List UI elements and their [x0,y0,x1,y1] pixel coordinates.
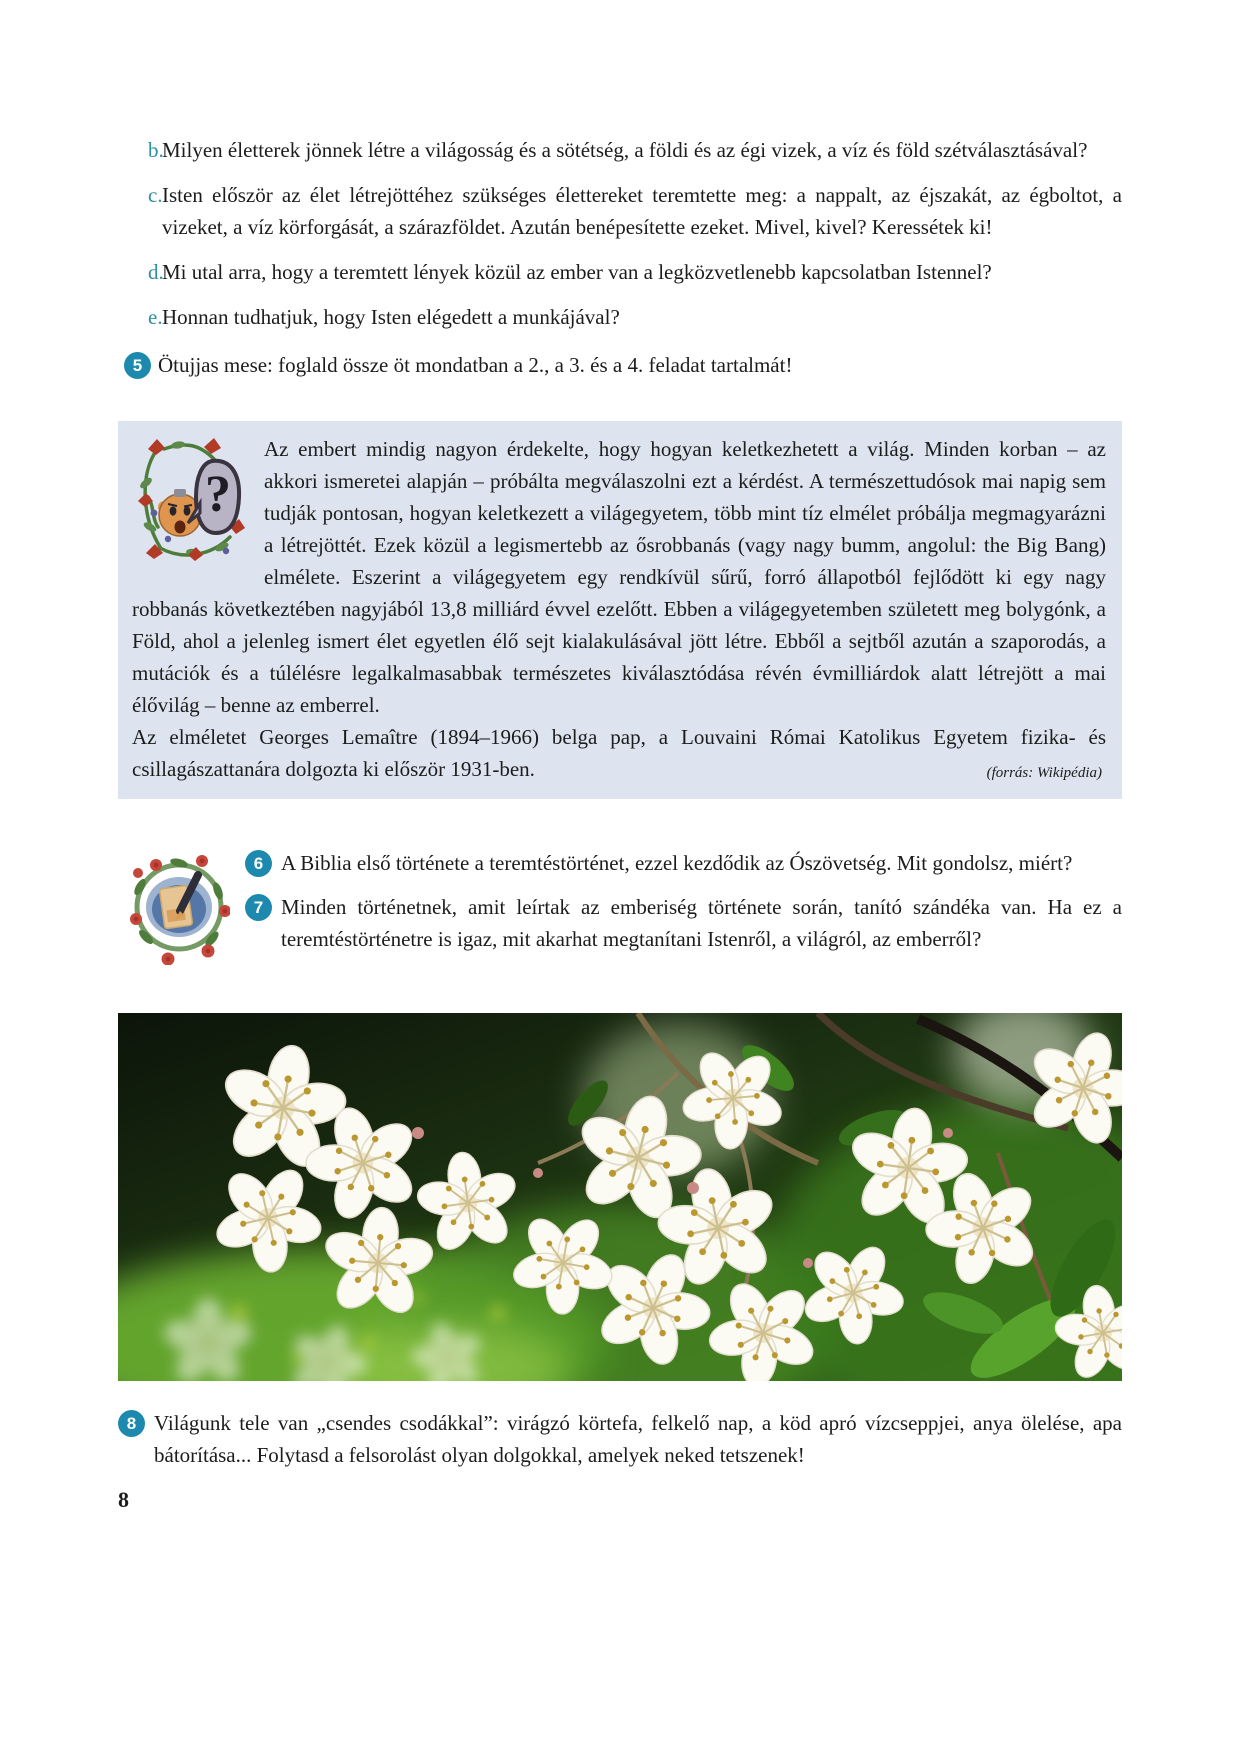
infobox-source: (forrás: Wikipédia) [986,765,1102,781]
question-character-icon [134,435,246,561]
blossom-photo [118,1013,1122,1381]
task-text: Ötujjas mese: foglald össze öt mondatban a 2., a 3. és a 4. feladat tartalmát! [158,353,793,377]
question-item-c [118,179,1122,243]
question-item-b [118,134,1122,166]
task-5 [118,349,1122,381]
question-item-d [118,256,1122,288]
tasks-6-7-items [245,847,1122,955]
writing-paper-pen-icon [128,849,230,965]
infobox-paragraph-2: Az elméletet Georges Lemaître (1894–1966) belga pap, a Louvaini Római Katolikus Egyetem fizika- és csillagászattanára dolgozta ki először 1931-ben. [132,725,1106,781]
question-text: Milyen életterek jönnek létre a világosság és a sötétség, a földi és az égi vizek, a víz és föld szétválasztásával? [162,138,1088,162]
tasks-6-7-section [118,847,1122,993]
task-7 [245,891,1122,955]
infobox [118,421,1122,799]
question-text: Isten először az élet létrejöttéhez szükséges élettereket teremtette meg: a nappalt, az éjszakát, az égboltot, a vizeket, a víz körforgását, a szárazföldet. Azután benépesítette ezeket. Mivel, kivel? Keressétek ki! [162,183,1122,239]
task-number-badge: 5 [124,352,151,379]
task-text: A Biblia első története a teremtéstörténet, ezzel kezdődik az Ószövetség. Mit gondolsz, miért? [281,851,1073,875]
question-letter: e. [148,305,163,329]
page-content [118,134,1122,1513]
question-item-e [118,301,1122,333]
svg-text:?: ? [205,466,231,523]
task-text: Világunk tele van „csendes csodákkal”: virágzó körtefa, felkelő nap, a köd apró vízcseppjei, anya ölelése, apa bátorítása... Folytasd a felsorolást olyan dolgokkal, amelyek neked tetszenek! [154,1411,1122,1467]
task-text: Minden történetnek, amit leírtak az emberiség története során, tanító szándéka van. Ha ez a teremtéstörténetre is igaz, mit akarhat megtanítani Istenről, a világról, az emberről? [281,895,1122,951]
infobox-paragraph-1: Az embert mindig nagyon érdekelte, hogy hogyan keletkezhetett a világ. Minden korban – az akkori ismeretei alapján – próbálta megválaszolni ezt a kérdést. A természettudósok mai napig sem tudják pontosan, hogyan keletkezett a világegyetem, több mint tíz elmélet próbálja megmagyarázni a létrejöttét. Ezek közül a legismertebb az ősrobbanás (vagy nagy bumm, angolul: the Big Bang) elmélete. Eszerint a világegyetem egy rendkívül sűrű, forró állapotból fejlődött ki egy nagy robbanás következtében nagyjából 13,8 milliárd évvel ezelőtt. Ebben a világegyetemben született meg bolygónk, a Föld, ahol a jelenleg ismert élet egyetlen élő sejt kialakulásával jött létre. Ebből a sejtből azután a szaporodás, a mutációk és a túlélésre legalkalmasabbak természetes kiválasztódása révén évmilliárdok alatt létrejött a mai élővilág – benne az emberrel. [132,437,1106,717]
question-text: Mi utal arra, hogy a teremtett lények közül az ember van a legközvetlenebb kapcsolatban Istennel? [162,260,992,284]
task-number-badge: 7 [245,894,272,921]
question-letter: b. [148,138,164,162]
task-8 [118,1407,1122,1471]
lettered-question-list [118,134,1122,333]
task-number-badge: 6 [245,850,272,877]
question-letter: d. [148,260,164,284]
question-letter: c. [148,183,163,207]
task-6 [245,847,1122,879]
page-number: 8 [118,1487,129,1512]
question-text: Honnan tudhatjuk, hogy Isten elégedett a munkájával? [162,305,620,329]
task-number-badge: 8 [118,1410,145,1437]
